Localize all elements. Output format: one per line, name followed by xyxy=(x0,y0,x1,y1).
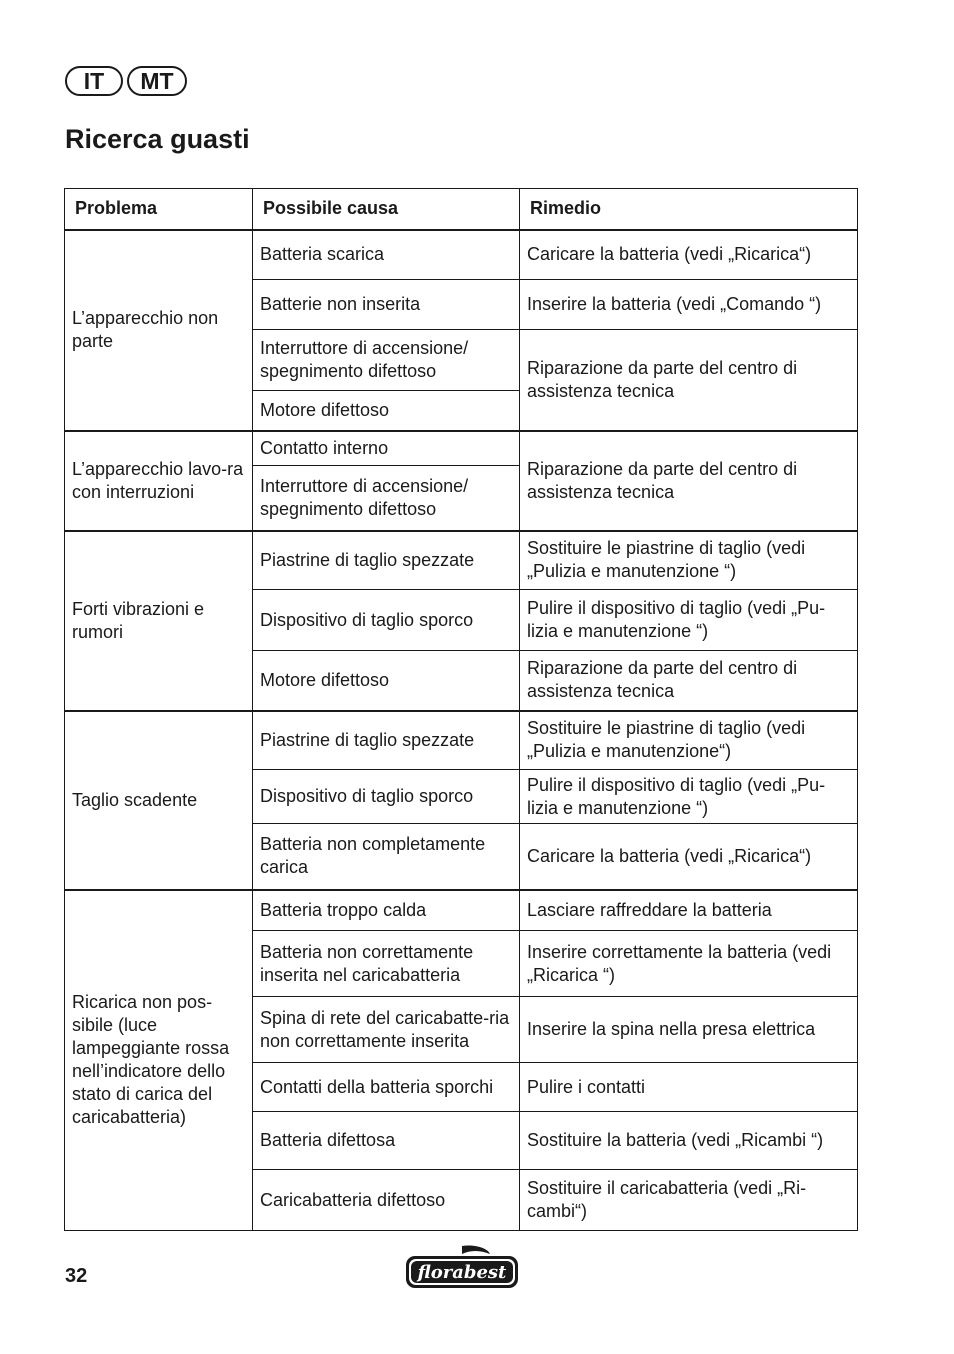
cause-cell: Batteria scarica xyxy=(253,230,520,280)
remedy-cell: Pulire il dispositivo di taglio (vedi „Pu-lizia e manutenzione “) xyxy=(520,770,858,824)
table-row xyxy=(65,431,858,466)
problem-cell: Taglio scadente xyxy=(65,711,253,890)
cause-cell: Interruttore di accensione/ spegnimento difettoso xyxy=(253,330,520,391)
page-title: Ricerca guasti xyxy=(65,124,250,154)
cause-cell: Spina di rete del caricabatte-ria non correttamente inserita xyxy=(253,997,520,1063)
remedy-cell: Sostituire le piastrine di taglio (vedi „Pulizia e manutenzione“) xyxy=(520,711,858,770)
remedy-cell: Sostituire la batteria (vedi „Ricambi “) xyxy=(520,1112,858,1170)
table-row xyxy=(65,711,858,770)
problem-cell: Forti vibrazioni e rumori xyxy=(65,531,253,711)
language-badges xyxy=(65,66,187,96)
cause-cell: Batteria non completamente carica xyxy=(253,824,520,890)
column-header-remedy: Rimedio xyxy=(520,189,858,230)
problem-cell: L’apparecchio lavo-ra con interruzioni xyxy=(65,431,253,531)
cause-cell: Contatto interno xyxy=(253,431,520,466)
remedy-cell: Inserire la batteria (vedi „Comando “) xyxy=(520,280,858,330)
cause-cell: Motore difettoso xyxy=(253,391,520,431)
column-header-cause: Possibile causa xyxy=(253,189,520,230)
florabest-logo xyxy=(404,1244,520,1290)
remedy-cell: Sostituire le piastrine di taglio (vedi „Pulizia e manutenzione “) xyxy=(520,531,858,590)
cause-cell: Dispositivo di taglio sporco xyxy=(253,770,520,824)
remedy-cell: Lasciare raffreddare la batteria xyxy=(520,890,858,931)
cause-cell: Motore difettoso xyxy=(253,651,520,711)
cause-cell: Batteria troppo calda xyxy=(253,890,520,931)
remedy-cell: Sostituire il caricabatteria (vedi „Ri-cambi“) xyxy=(520,1170,858,1231)
cause-cell: Batteria non correttamente inserita nel caricabatteria xyxy=(253,931,520,997)
table-header-row xyxy=(65,189,858,230)
table-row xyxy=(65,890,858,931)
cause-cell: Piastrine di taglio spezzate xyxy=(253,711,520,770)
cause-cell: Contatti della batteria sporchi xyxy=(253,1063,520,1112)
remedy-cell: Caricare la batteria (vedi „Ricarica“) xyxy=(520,230,858,280)
cause-cell: Batteria difettosa xyxy=(253,1112,520,1170)
language-badge-it: IT xyxy=(65,66,123,96)
problem-cell: Ricarica non pos-sibile (luce lampeggiante rossa nell’indicatore dello stato di carica del caricabatteria) xyxy=(65,890,253,1231)
logo-text: florabest xyxy=(417,1262,507,1283)
troubleshooting-table xyxy=(64,188,858,1231)
cause-cell: Dispositivo di taglio sporco xyxy=(253,590,520,651)
remedy-cell: Pulire i contatti xyxy=(520,1063,858,1112)
remedy-cell: Riparazione da parte del centro di assistenza tecnica xyxy=(520,651,858,711)
table-row xyxy=(65,230,858,280)
remedy-cell: Inserire la spina nella presa elettrica xyxy=(520,997,858,1063)
cause-cell: Piastrine di taglio spezzate xyxy=(253,531,520,590)
remedy-cell: Riparazione da parte del centro di assistenza tecnica xyxy=(520,431,858,531)
remedy-cell: Pulire il dispositivo di taglio (vedi „Pu-lizia e manutenzione “) xyxy=(520,590,858,651)
table-row xyxy=(65,531,858,590)
column-header-problem: Problema xyxy=(65,189,253,230)
remedy-cell: Riparazione da parte del centro di assistenza tecnica xyxy=(520,330,858,431)
cause-cell: Caricabatteria difettoso xyxy=(253,1170,520,1231)
cause-cell: Interruttore di accensione/ spegnimento difettoso xyxy=(253,466,520,531)
remedy-cell: Caricare la batteria (vedi „Ricarica“) xyxy=(520,824,858,890)
problem-cell: L’apparecchio non parte xyxy=(65,230,253,431)
cause-cell: Batterie non inserita xyxy=(253,280,520,330)
page-number: 32 xyxy=(65,1265,88,1287)
language-badge-mt: MT xyxy=(127,66,187,96)
remedy-cell: Inserire correttamente la batteria (vedi „Ricarica “) xyxy=(520,931,858,997)
